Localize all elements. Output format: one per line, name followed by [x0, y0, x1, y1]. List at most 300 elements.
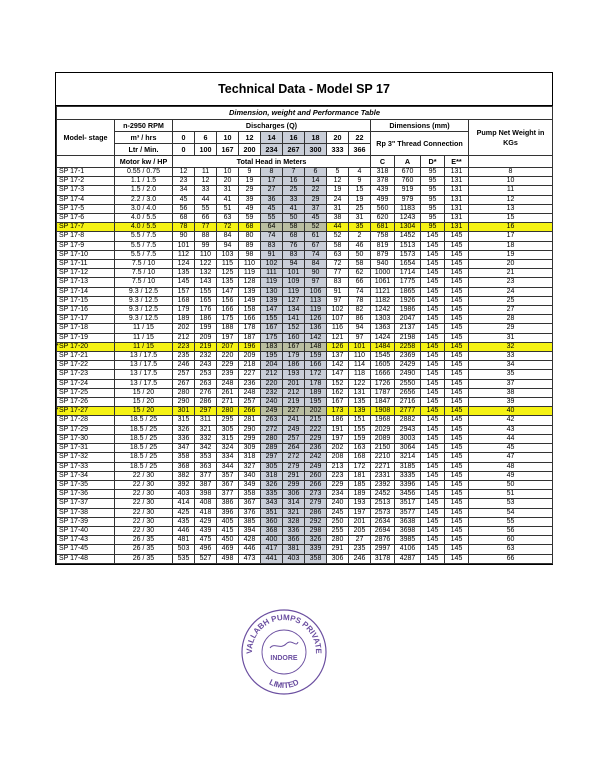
dim-c-cell: 378 [371, 177, 395, 186]
head-value-cell: 191 [327, 425, 349, 434]
table-row [57, 499, 553, 508]
head-value-cell: 12 [173, 168, 195, 177]
table-row [57, 306, 553, 315]
head-value-cell: 381 [283, 545, 305, 554]
head-value-cell: 52 [327, 232, 349, 241]
dim-e-cell: 131 [445, 195, 469, 204]
weight-header: Pump Net Weight in KGs [469, 120, 553, 156]
weight-cell: 40 [469, 407, 553, 416]
dim-e-cell: 145 [445, 499, 469, 508]
head-value-cell: 209 [195, 333, 217, 342]
head-value-cell: 306 [327, 554, 349, 563]
model-stage-cell: SP 17-3 [57, 186, 115, 195]
head-value-cell: 83 [283, 250, 305, 259]
dim-d-cell: 145 [421, 260, 445, 269]
head-value-cell: 58 [349, 260, 371, 269]
dim-d-cell: 145 [421, 379, 445, 388]
dim-c-cell: 758 [371, 232, 395, 241]
dim-a-cell: 1775 [395, 278, 421, 287]
head-value-cell: 202 [327, 444, 349, 453]
head-value-cell: 193 [349, 499, 371, 508]
head-value-cell: 98 [239, 250, 261, 259]
model-stage-cell: SP 17-35 [57, 480, 115, 489]
motor-cell: 22 / 30 [115, 490, 173, 499]
dim-a-cell: 1452 [395, 232, 421, 241]
head-value-cell: 358 [239, 490, 261, 499]
weight-cell: 11 [469, 186, 553, 195]
weight-cell: 32 [469, 342, 553, 351]
weight-cell: 49 [469, 471, 553, 480]
head-value-cell: 84 [217, 232, 239, 241]
highlight-marker: * [56, 407, 59, 415]
head-value-cell: 14 [305, 177, 327, 186]
motor-cell: 22 / 30 [115, 526, 173, 535]
head-value-cell: 344 [217, 462, 239, 471]
dim-d-cell: 145 [421, 425, 445, 434]
head-value-cell: 535 [173, 554, 195, 563]
dim-a-cell: 1243 [395, 214, 421, 223]
head-value-cell: 279 [305, 499, 327, 508]
dim-d-cell: 145 [421, 453, 445, 462]
head-value-cell: 297 [261, 453, 283, 462]
head-value-cell: 101 [349, 342, 371, 351]
table-row [57, 186, 553, 195]
motor-cell: 26 / 35 [115, 545, 173, 554]
head-value-cell: 35 [349, 223, 371, 232]
dim-e-cell: 145 [445, 296, 469, 305]
motor-cell: 7.5 / 10 [115, 269, 173, 278]
head-value-cell: 22 [305, 186, 327, 195]
dim-e-cell: 145 [445, 444, 469, 453]
head-value-cell: 155 [261, 315, 283, 324]
motor-cell: 18.5 / 25 [115, 425, 173, 434]
table-subtitle: Dimension, weight and Performance Table [57, 107, 553, 120]
table-row [57, 324, 553, 333]
model-stage-cell: SP 17-19 [57, 333, 115, 342]
dim-d-cell: 145 [421, 536, 445, 545]
dim-d-cell: 145 [421, 333, 445, 342]
head-value-cell: 202 [305, 407, 327, 416]
dim-d-cell: 145 [421, 480, 445, 489]
motor-cell: 11 / 15 [115, 342, 173, 351]
lpm-value: 0 [173, 144, 195, 156]
table-row [57, 333, 553, 342]
head-value-cell: 152 [283, 324, 305, 333]
dim-d-cell: 145 [421, 434, 445, 443]
head-value-cell: 159 [349, 434, 371, 443]
head-value-cell: 91 [261, 250, 283, 259]
dim-a-cell: 4287 [395, 554, 421, 563]
motor-cell: 15 / 20 [115, 388, 173, 397]
head-value-cell: 315 [217, 434, 239, 443]
head-value-cell: 122 [195, 260, 217, 269]
dim-a-cell: 2716 [395, 398, 421, 407]
head-value-cell: 205 [349, 526, 371, 535]
head-value-cell: 126 [327, 342, 349, 351]
head-value-cell: 31 [349, 214, 371, 223]
head-value-cell: 196 [239, 342, 261, 351]
head-value-cell: 473 [239, 554, 261, 563]
weight-cell: 50 [469, 480, 553, 489]
head-value-cell: 94 [283, 260, 305, 269]
head-value-cell: 386 [217, 499, 239, 508]
m3-value: 6 [195, 132, 217, 144]
dim-d-cell: 145 [421, 508, 445, 517]
dim-c-cell: 1182 [371, 296, 395, 305]
weight-cell: 25 [469, 296, 553, 305]
discharges-header: Discharges (Q) [173, 120, 371, 132]
dim-e-cell: 145 [445, 554, 469, 563]
dim-e-cell: 145 [445, 333, 469, 342]
head-value-cell: 360 [261, 517, 283, 526]
head-value-cell: 142 [327, 361, 349, 370]
motor-cell: 3.0 / 4.0 [115, 204, 173, 213]
head-value-cell: 113 [305, 296, 327, 305]
stamp-center-text: INDORE [270, 655, 298, 662]
head-value-cell: 232 [261, 388, 283, 397]
dim-e-cell: 145 [445, 462, 469, 471]
motor-cell: 9.3 / 12.5 [115, 306, 173, 315]
motor-cell: 22 / 30 [115, 480, 173, 489]
dim-a-cell: 2429 [395, 361, 421, 370]
weight-cell: 24 [469, 287, 553, 296]
head-value-cell: 327 [239, 462, 261, 471]
dim-c-cell: 1242 [371, 306, 395, 315]
motor-cell: 1.1 / 1.5 [115, 177, 173, 186]
table-row [57, 388, 553, 397]
head-value-cell: 27 [261, 186, 283, 195]
weight-cell: 45 [469, 444, 553, 453]
dim-e-cell: 145 [445, 370, 469, 379]
m3-value: 10 [217, 132, 239, 144]
dim-d-cell: 95 [421, 177, 445, 186]
head-value-cell: 321 [283, 508, 305, 517]
dim-a-cell: 2943 [395, 425, 421, 434]
head-value-cell: 223 [327, 471, 349, 480]
head-value-cell: 249 [283, 425, 305, 434]
head-value-cell: 299 [239, 434, 261, 443]
dim-a-cell: 3577 [395, 508, 421, 517]
weight-cell: 38 [469, 388, 553, 397]
head-value-cell: 408 [195, 499, 217, 508]
dim-a-cell: 3064 [395, 444, 421, 453]
motor-cell: 7.5 / 10 [115, 260, 173, 269]
dim-a-cell: 1926 [395, 296, 421, 305]
head-value-cell: 279 [283, 462, 305, 471]
head-value-cell: 15 [349, 186, 371, 195]
motor-cell: 11 / 15 [115, 324, 173, 333]
head-value-cell: 157 [173, 287, 195, 296]
dim-e-cell: 145 [445, 388, 469, 397]
head-value-cell: 266 [305, 480, 327, 489]
motor-cell: 18.5 / 25 [115, 444, 173, 453]
table-row [57, 370, 553, 379]
head-value-cell: 236 [305, 444, 327, 453]
head-value-cell: 91 [327, 287, 349, 296]
head-value-cell: 158 [239, 306, 261, 315]
head-value-cell: 19 [349, 195, 371, 204]
weight-cell: 15 [469, 214, 553, 223]
dim-c-cell: 1666 [371, 370, 395, 379]
dim-a-cell: 3185 [395, 462, 421, 471]
head-value-cell: 128 [239, 278, 261, 287]
head-value-cell: 41 [217, 195, 239, 204]
head-value-cell: 24 [327, 195, 349, 204]
weight-cell: 27 [469, 306, 553, 315]
dim-e-cell: 145 [445, 278, 469, 287]
head-value-cell: 245 [327, 508, 349, 517]
motor-cell: 22 / 30 [115, 517, 173, 526]
dim-c-cell: 620 [371, 214, 395, 223]
head-value-cell: 400 [261, 536, 283, 545]
motor-cell: 13 / 17.5 [115, 361, 173, 370]
head-value-cell: 76 [283, 241, 305, 250]
head-value-cell: 208 [327, 453, 349, 462]
head-value-cell: 186 [283, 361, 305, 370]
dim-a-cell: 3456 [395, 490, 421, 499]
head-value-cell: 273 [305, 490, 327, 499]
table-row [57, 241, 553, 250]
dim-c-cell: 1121 [371, 287, 395, 296]
head-value-cell: 318 [261, 471, 283, 480]
model-stage-cell: SP 17-29 [57, 425, 115, 434]
head-value-cell: 318 [239, 453, 261, 462]
head-value-cell: 219 [195, 342, 217, 351]
head-value-cell: 220 [261, 379, 283, 388]
m3-value: 12 [239, 132, 261, 144]
head-value-cell: 183 [261, 342, 283, 351]
head-value-cell: 189 [173, 315, 195, 324]
dim-a-cell: 3517 [395, 499, 421, 508]
head-value-cell: 260 [305, 471, 327, 480]
weight-cell: 56 [469, 526, 553, 535]
stamp-signature [270, 642, 298, 648]
head-value-cell: 114 [349, 361, 371, 370]
model-stage-cell: SP 17-32 [57, 453, 115, 462]
head-value-cell: 185 [349, 480, 371, 489]
dim-d-cell: 95 [421, 186, 445, 195]
page-title: Technical Data - Model SP 17 [56, 73, 552, 106]
head-value-cell: 347 [173, 444, 195, 453]
motor-cell: 18.5 / 25 [115, 416, 173, 425]
head-value-cell: 321 [195, 425, 217, 434]
head-value-cell: 159 [305, 352, 327, 361]
head-value-cell: 80 [239, 232, 261, 241]
head-value-cell: 286 [305, 508, 327, 517]
table-row [57, 214, 553, 223]
model-stage-cell: SP 17-7 [57, 223, 115, 232]
head-value-cell: 227 [239, 370, 261, 379]
dim-c-cell: 2392 [371, 480, 395, 489]
head-value-cell: 39 [239, 195, 261, 204]
head-value-cell: 139 [261, 296, 283, 305]
dim-c-cell: 2029 [371, 425, 395, 434]
head-value-cell: 2 [349, 232, 371, 241]
dim-a-cell: 979 [395, 195, 421, 204]
head-value-cell: 130 [261, 287, 283, 296]
dim-d-cell: 145 [421, 517, 445, 526]
head-value-cell: 257 [239, 398, 261, 407]
head-value-cell: 134 [283, 306, 305, 315]
dim-a-cell: 3003 [395, 434, 421, 443]
head-value-cell: 178 [305, 379, 327, 388]
dim-d-cell: 145 [421, 278, 445, 287]
motor-cell: 0.55 / 0.75 [115, 168, 173, 177]
model-stage-cell: SP 17-39 [57, 517, 115, 526]
head-value-cell: 5 [327, 168, 349, 177]
head-value-cell: 78 [173, 223, 195, 232]
head-value-cell: 450 [217, 536, 239, 545]
dim-a-cell: 2198 [395, 333, 421, 342]
head-value-cell: 61 [305, 232, 327, 241]
head-value-cell: 503 [173, 545, 195, 554]
head-value-cell: 167 [283, 342, 305, 351]
head-value-cell: 340 [239, 471, 261, 480]
table-row [57, 517, 553, 526]
table-row [57, 453, 553, 462]
head-value-cell: 264 [283, 444, 305, 453]
dim-a-cell: 2656 [395, 388, 421, 397]
head-value-cell: 8 [261, 168, 283, 177]
dim-c-cell: 439 [371, 186, 395, 195]
table-row [57, 361, 553, 370]
model-stage-cell: SP 17-26 [57, 398, 115, 407]
head-value-cell: 33 [195, 186, 217, 195]
model-stage-cell: SP 17-24 [57, 379, 115, 388]
dim-a-cell: 1654 [395, 260, 421, 269]
dim-a-cell: 3335 [395, 471, 421, 480]
head-value-cell: 66 [349, 278, 371, 287]
head-value-cell: 160 [283, 333, 305, 342]
head-value-cell: 36 [261, 195, 283, 204]
head-value-cell: 56 [173, 204, 195, 213]
head-value-cell: 6 [305, 168, 327, 177]
head-value-cell: 475 [195, 536, 217, 545]
motor-cell: 2.2 / 3.0 [115, 195, 173, 204]
head-value-cell: 187 [239, 333, 261, 342]
head-value-cell: 101 [173, 241, 195, 250]
head-value-cell: 165 [195, 296, 217, 305]
dim-c-cell: 2876 [371, 536, 395, 545]
dim-a-cell: 670 [395, 168, 421, 177]
weight-cell: 33 [469, 352, 553, 361]
dim-e-cell: 145 [445, 517, 469, 526]
dim-a-cell: 1513 [395, 241, 421, 250]
dim-c-cell: 819 [371, 241, 395, 250]
dim-c-cell: 1908 [371, 407, 395, 416]
head-value-cell: 94 [217, 241, 239, 250]
head-value-cell: 239 [217, 370, 239, 379]
head-value-cell: 363 [195, 462, 217, 471]
head-value-cell: 38 [327, 214, 349, 223]
weight-cell: 47 [469, 453, 553, 462]
weight-cell: 31 [469, 333, 553, 342]
head-value-cell: 367 [217, 480, 239, 489]
dim-e-cell: 145 [445, 232, 469, 241]
head-value-cell: 37 [305, 204, 327, 213]
head-value-cell: 403 [283, 554, 305, 563]
head-value-cell: 349 [239, 480, 261, 489]
dim-e-cell: 145 [445, 398, 469, 407]
head-value-cell: 271 [217, 398, 239, 407]
weight-cell: 63 [469, 545, 553, 554]
head-value-cell: 240 [327, 499, 349, 508]
dim-a-cell: 1714 [395, 269, 421, 278]
head-value-cell: 135 [173, 269, 195, 278]
head-value-cell: 89 [239, 241, 261, 250]
head-value-cell: 99 [195, 241, 217, 250]
dim-d-cell: 145 [421, 352, 445, 361]
head-value-cell: 50 [283, 214, 305, 223]
highlight-marker: * [56, 342, 59, 350]
head-value-cell: 280 [173, 388, 195, 397]
dim-d-cell: 95 [421, 195, 445, 204]
head-value-cell: 377 [217, 490, 239, 499]
weight-cell: 53 [469, 499, 553, 508]
model-stage-cell: SP 17-2 [57, 177, 115, 186]
dim-d-header: D* [421, 156, 445, 168]
weight-cell: 60 [469, 536, 553, 545]
head-value-cell: 249 [305, 462, 327, 471]
dim-e-cell: 145 [445, 324, 469, 333]
head-value-cell: 311 [195, 416, 217, 425]
head-value-cell: 236 [239, 379, 261, 388]
head-value-cell: 250 [327, 517, 349, 526]
head-value-cell: 139 [239, 287, 261, 296]
head-value-cell: 90 [173, 232, 195, 241]
head-value-cell: 12 [195, 177, 217, 186]
weight-cell: 39 [469, 398, 553, 407]
stamp-top-text: VALLABH PUMPS PRIVATE [244, 612, 324, 654]
head-value-cell: 172 [349, 462, 371, 471]
dim-d-cell: 145 [421, 398, 445, 407]
weight-cell: 13 [469, 204, 553, 213]
dim-e-cell: 145 [445, 269, 469, 278]
dim-d-cell: 145 [421, 306, 445, 315]
dim-a-cell: 1986 [395, 306, 421, 315]
head-value-cell: 336 [173, 434, 195, 443]
head-value-cell: 301 [173, 407, 195, 416]
dim-d-cell: 145 [421, 250, 445, 259]
dim-a-cell: 1865 [395, 287, 421, 296]
dim-d-cell: 145 [421, 241, 445, 250]
head-value-cell: 366 [283, 536, 305, 545]
table-row [57, 545, 553, 554]
head-value-cell: 44 [195, 195, 217, 204]
head-value-cell: 4 [349, 168, 371, 177]
dim-d-cell: 145 [421, 490, 445, 499]
head-value-cell: 115 [217, 260, 239, 269]
weight-cell: 20 [469, 260, 553, 269]
dim-c-cell: 1968 [371, 416, 395, 425]
head-value-cell: 446 [239, 545, 261, 554]
model-stage-cell: SP 17-18 [57, 324, 115, 333]
lpm-value: 167 [217, 144, 239, 156]
dim-c-cell: 2210 [371, 453, 395, 462]
head-value-cell: 72 [327, 260, 349, 269]
head-value-cell: 7 [283, 168, 305, 177]
head-value-cell: 209 [239, 352, 261, 361]
head-value-cell: 16 [283, 177, 305, 186]
head-value-cell: 232 [195, 352, 217, 361]
dim-c-cell: 940 [371, 260, 395, 269]
table-row [57, 379, 553, 388]
dim-d-cell: 145 [421, 407, 445, 416]
head-value-cell: 306 [283, 490, 305, 499]
weight-cell: 42 [469, 416, 553, 425]
table-row [57, 342, 553, 351]
head-value-cell: 235 [173, 352, 195, 361]
